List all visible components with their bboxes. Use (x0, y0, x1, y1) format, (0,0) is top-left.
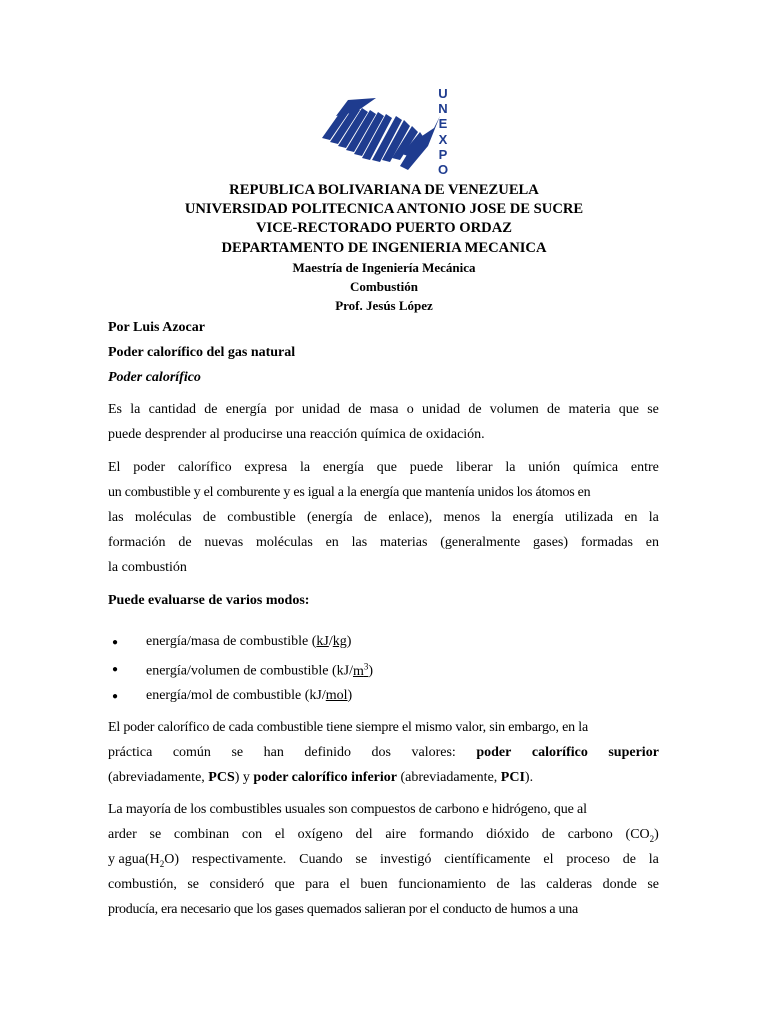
word: en (624, 510, 638, 525)
word: proceso (566, 852, 610, 867)
word: de (348, 402, 362, 417)
word: de (204, 402, 218, 417)
unit-slash: / (328, 634, 333, 649)
bullet-dot-icon: ● (112, 637, 119, 648)
word: cantidad (148, 402, 197, 417)
word: gases) (533, 535, 569, 550)
word: de (547, 402, 561, 417)
word: para (305, 877, 330, 892)
word: combustible (227, 510, 296, 525)
word: El (108, 460, 121, 475)
p3-line-1: El poder calorífico de cada combustible tiene siempre el mismo valor, sin embargo, en la (108, 720, 588, 735)
p3-line-3 (108, 770, 533, 786)
bullet-text (146, 688, 352, 704)
word: de (541, 827, 555, 842)
word: energía (225, 402, 267, 417)
unit-link-mol[interactable]: mol (325, 688, 348, 703)
header-line-vice-rectorate: VICE-RECTORADO PUERTO ORDAZ (256, 220, 512, 237)
header-line-professor: Prof. Jesús López (335, 297, 433, 313)
word: funcionamiento (398, 877, 486, 892)
bullet-text (146, 634, 351, 650)
p1-line-1 (108, 402, 659, 418)
logo-letter: P (438, 146, 448, 162)
p1-line-2: puede desprender al producirse una reacción química de oxidación. (108, 427, 485, 442)
word: de (178, 535, 192, 550)
word: común (172, 745, 211, 760)
formula-part: O) (164, 852, 179, 867)
p2-line-4 (108, 535, 659, 551)
word: valores: (411, 745, 456, 760)
word: en (325, 535, 339, 550)
bullet-text (146, 661, 373, 680)
word: respectivamente. (191, 852, 287, 867)
word: unidad (301, 402, 340, 417)
word: científicamente (444, 852, 531, 867)
p2-line-3 (108, 510, 659, 526)
bullet-dot-icon: ● (112, 691, 119, 702)
word: se (647, 877, 659, 892)
word: formación (108, 535, 166, 550)
word: formando (419, 827, 474, 842)
word: se (231, 745, 244, 760)
word: las (108, 510, 124, 525)
word: de (622, 852, 636, 867)
word: aire (385, 827, 407, 842)
term-pci: poder calorífico inferior (253, 770, 397, 785)
word: expresa (244, 460, 288, 475)
word: oxígeno (297, 827, 343, 842)
word: buen (360, 877, 388, 892)
word: carbono (567, 827, 613, 842)
p2-line-1 (108, 460, 659, 476)
modes-heading: Puede evaluarse de varios modos: (108, 593, 310, 608)
logo-letter: U (438, 86, 448, 101)
word: unidad (421, 402, 461, 417)
word: el (274, 827, 285, 842)
word: se (149, 827, 162, 842)
word: nuevas (204, 535, 244, 550)
author-line: Por Luis Azocar (108, 320, 205, 335)
word: dos (371, 745, 391, 760)
word: energía (512, 510, 554, 525)
word: investigó (380, 852, 432, 867)
word: las (520, 877, 536, 892)
header-line-republic: REPUBLICA BOLIVARIANA DE VENEZUELA (229, 182, 539, 198)
logo-letter: O (437, 162, 449, 178)
text-run: (abreviadamente, (397, 770, 501, 785)
word: se (355, 852, 368, 867)
word: el (339, 877, 350, 892)
formula-subscript: 2 (649, 833, 655, 844)
unit-link-m3[interactable] (352, 661, 369, 679)
bullet-end: ) (347, 688, 353, 703)
logo-letter: X (438, 131, 448, 147)
formula-part: ) (654, 827, 659, 842)
header-line-program: Maestría de Ingeniería Mecánica (292, 259, 476, 275)
word: las (351, 535, 368, 550)
word: práctica (108, 745, 153, 760)
p2-line-2: un combustible y el comburente y es igual a la energía que mantenía unidos los átomos en (108, 485, 591, 500)
p3-line-2 (108, 745, 659, 761)
p4-line-2 (108, 827, 659, 844)
abbr-pcs: PCS (208, 770, 235, 785)
bullet-end: ) (368, 663, 374, 679)
logo-letter: E (438, 116, 448, 132)
word: la (648, 852, 659, 867)
unit-link-kj[interactable]: kJ (316, 634, 329, 649)
word: calderas (546, 877, 593, 892)
formula-part: y agua(H (108, 852, 160, 867)
word: liberar (455, 460, 493, 475)
word: (energía (306, 510, 353, 525)
word: Es (108, 402, 122, 417)
word: que (376, 460, 397, 475)
word: poder (133, 460, 166, 475)
document-title: Poder calorífico del gas natural (108, 345, 296, 360)
text-run: ). (524, 770, 534, 785)
logo-letter: N (438, 101, 448, 117)
word: Cuando (299, 852, 343, 867)
word: del (355, 827, 373, 842)
abbr-pci: PCI (500, 770, 525, 785)
word: arder (108, 827, 137, 842)
word: han (263, 745, 284, 760)
word: que (274, 877, 295, 892)
p4-line-5: producía, era necesario que los gases quemados salieran por el conducto de humos a una (108, 902, 578, 917)
p4-line-3 (108, 852, 659, 869)
word: energía (322, 460, 364, 475)
unexpo-logo (316, 86, 456, 181)
word: enlace), (388, 510, 433, 525)
word: puede (409, 460, 444, 475)
bold-word: poder (476, 745, 512, 760)
formula-co2 (626, 827, 659, 844)
word: definido (304, 745, 352, 760)
word: donde (602, 877, 637, 892)
word: dióxido (486, 827, 530, 842)
bold-word: calorífico (531, 745, 588, 760)
word: formadas (580, 535, 633, 550)
word: moléculas (134, 510, 192, 525)
p4-line-1: La mayoría de los combustibles usuales son compuestos de carbono e hidrógeno, que al (108, 802, 587, 817)
institution-header (100, 181, 668, 315)
header-line-department: DEPARTAMENTO DE INGENIERIA MECANICA (221, 239, 547, 256)
formula-subscript: 2 (159, 858, 165, 869)
text-run: ) y (234, 770, 254, 785)
word: moléculas (256, 535, 313, 550)
word: unión (528, 460, 561, 475)
word: (generalmente (440, 535, 521, 550)
word: utilizada (564, 510, 614, 525)
word: que (618, 402, 639, 417)
word: o (406, 402, 414, 417)
word: la (491, 510, 502, 525)
word: combustión, (108, 877, 177, 892)
word: la (505, 460, 516, 475)
word: calorífico (177, 460, 232, 475)
word: de (496, 877, 510, 892)
unit-link-kg[interactable]: kg (332, 634, 347, 649)
word: por (274, 402, 294, 417)
text-run: (abreviadamente, (108, 770, 209, 785)
word: la (648, 510, 659, 525)
bold-word: superior (608, 745, 659, 760)
p4-line-4 (108, 877, 659, 893)
bullet-label: energía/mol de combustible (kJ/ (146, 688, 326, 703)
bullet-label: energía/masa de combustible ( (146, 634, 317, 649)
header-line-course: Combustión (350, 278, 418, 294)
word: de (202, 510, 217, 525)
word: con (241, 827, 263, 842)
word: de (468, 402, 482, 417)
word: química (572, 460, 619, 475)
unit-m: m (352, 663, 364, 679)
word: entre (630, 460, 659, 475)
formula-h2o (108, 852, 179, 869)
word: combinan (173, 827, 230, 842)
word: se (187, 877, 200, 892)
word: la (130, 402, 141, 417)
word: se (647, 402, 659, 417)
formula-part: (CO (625, 827, 650, 842)
section-title: Poder calorífico (108, 370, 201, 385)
word: consideró (209, 877, 264, 892)
word: en (645, 535, 659, 550)
bullet-label: energía/volumen de combustible (kJ/ (146, 663, 353, 679)
logo-letters (436, 86, 450, 177)
p2-line-5: la combustión (108, 560, 187, 575)
word: el (543, 852, 554, 867)
bullet-dot-icon: ● (112, 664, 119, 675)
word: volumen (489, 402, 539, 417)
bullet-end: ) (346, 634, 352, 649)
word: masa (369, 402, 399, 417)
word: materia (568, 402, 611, 417)
word: de (363, 510, 378, 525)
word: la (300, 460, 311, 475)
header-line-university: UNIVERSIDAD POLITECNICA ANTONIO JOSE DE SUCRE (184, 201, 584, 218)
unit-exponent: 3 (363, 661, 369, 671)
word: materias (379, 535, 428, 550)
word: menos (443, 510, 481, 525)
